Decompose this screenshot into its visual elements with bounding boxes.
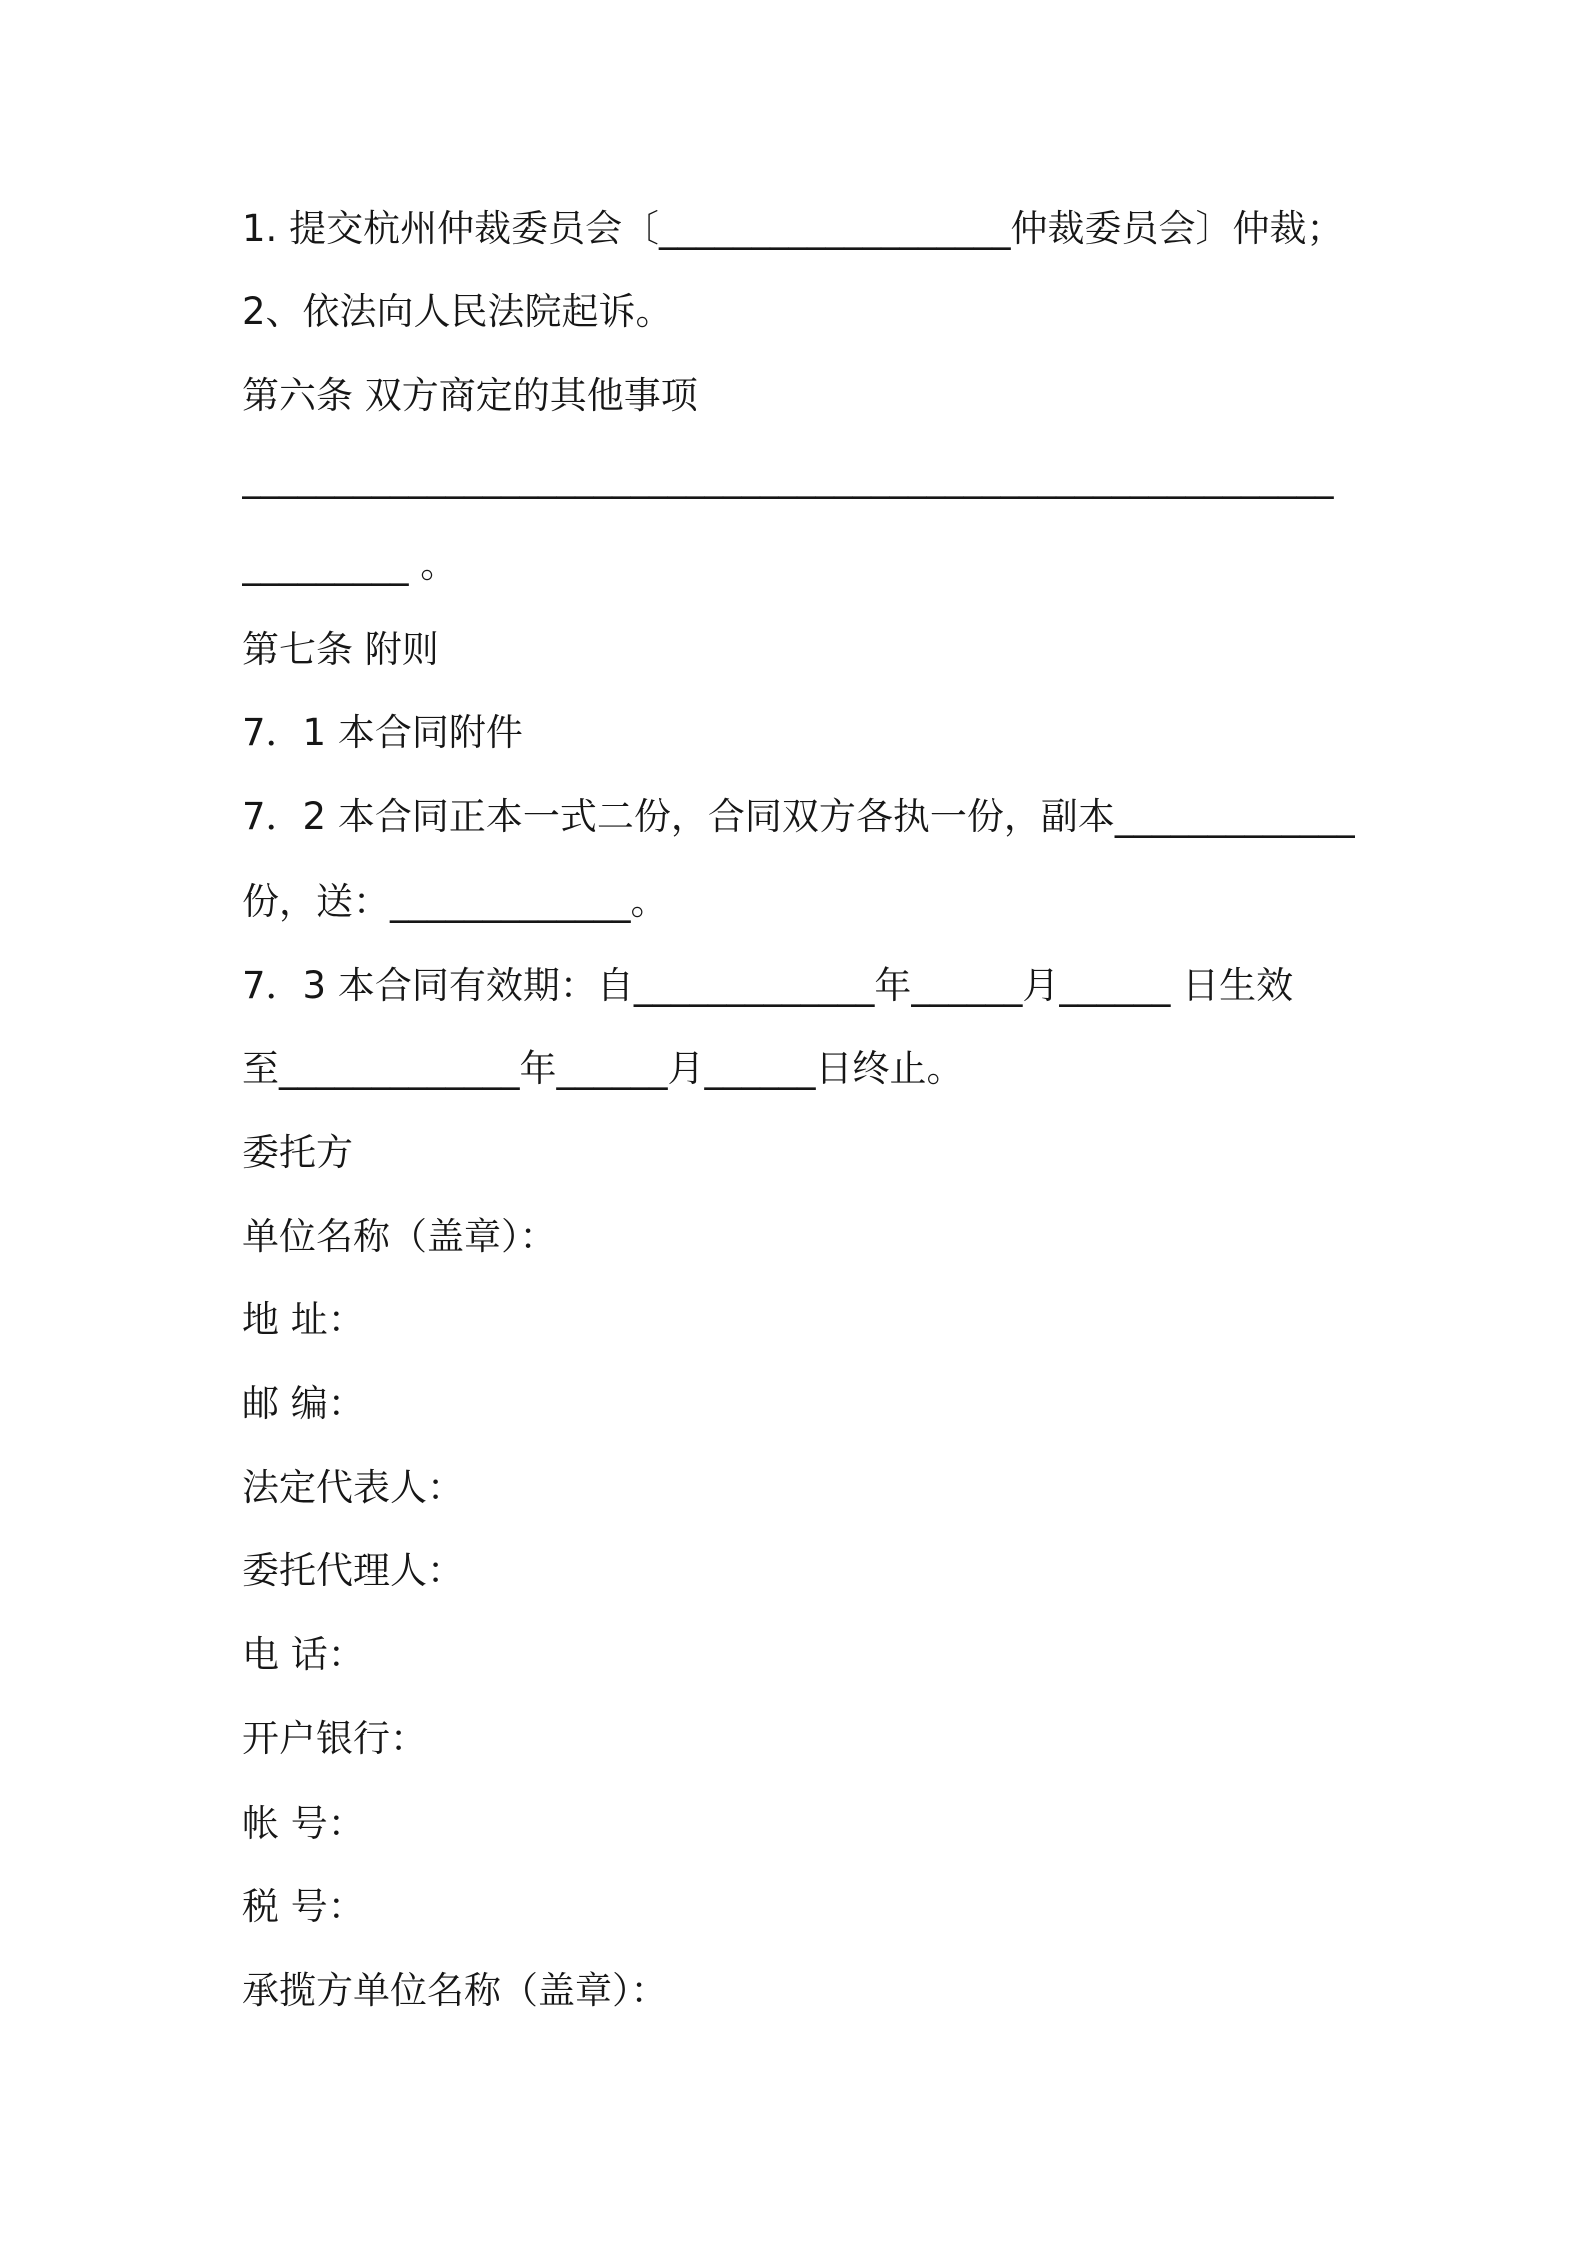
- clause-7-1: 7．1 本合同附件: [242, 711, 523, 754]
- client-phone-label: 电 话：: [242, 1633, 365, 1676]
- client-agent-label: 委托代理人：: [242, 1549, 464, 1592]
- client-address-label: 地 址：: [242, 1298, 365, 1341]
- client-postcode-label: 邮 编：: [242, 1382, 365, 1425]
- clause-7-3-line-1: 7．3 本合同有效期：自_____________年______月______ 日生效: [242, 964, 1294, 1007]
- article-6-blank-line-2: _________ 。: [242, 543, 458, 586]
- client-account-label: 帐 号：: [242, 1802, 365, 1845]
- arbitration-option-1: 1. 提交杭州仲裁委员会〔___________________仲裁委员会〕仲裁；: [242, 207, 1344, 250]
- court-litigation-option-2: 2、依法向人民法院起诉。: [242, 290, 673, 333]
- client-legal-representative-label: 法定代表人：: [242, 1466, 464, 1509]
- article-6-blank-line-1: ___________________________________________________________: [242, 456, 1334, 499]
- client-tax-id-label: 税 号：: [242, 1885, 365, 1928]
- client-heading: 委托方: [242, 1131, 353, 1174]
- article-6-heading: 第六条 双方商定的其他事项: [242, 374, 698, 417]
- client-unit-name-label: 单位名称（盖章）：: [242, 1215, 557, 1258]
- clause-7-3-line-2: 至_____________年______月______日终止。: [242, 1047, 964, 1090]
- client-bank-label: 开户银行：: [242, 1717, 427, 1760]
- clause-7-2-line-1: 7．2 本合同正本一式二份，合同双方各执一份，副本_____________: [242, 795, 1356, 838]
- clause-7-2-line-2: 份，送：_____________。: [242, 880, 668, 923]
- article-7-heading: 第七条 附则: [242, 628, 439, 671]
- contractor-unit-name-label: 承揽方单位名称（盖章）：: [242, 1969, 668, 2012]
